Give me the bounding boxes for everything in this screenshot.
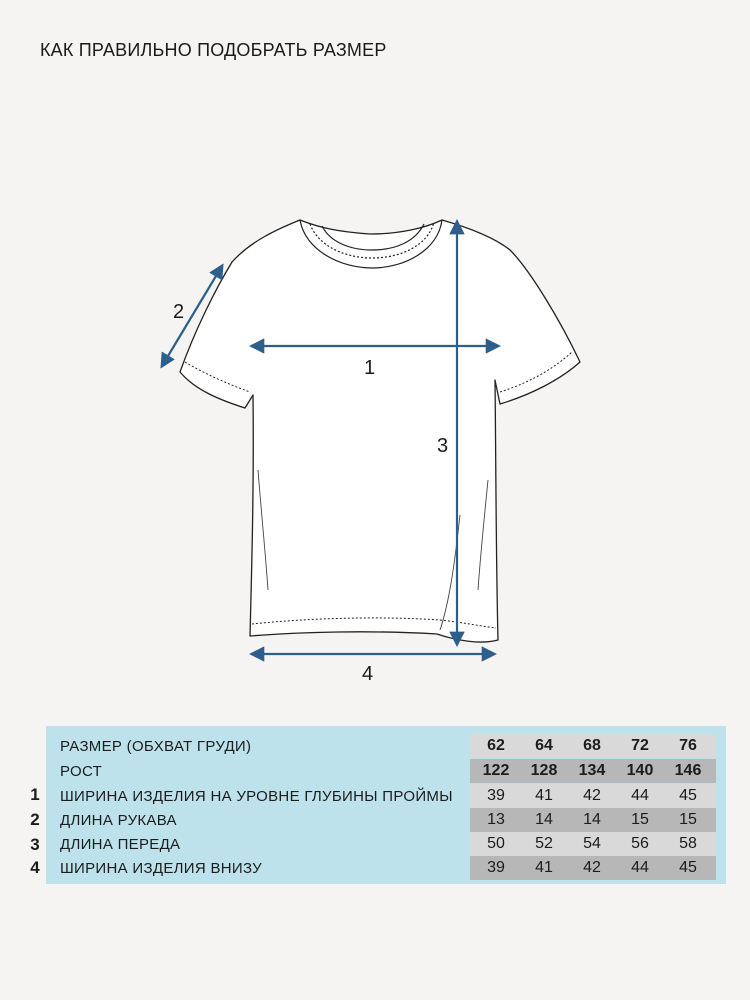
row-label: ДЛИНА ПЕРЕДА bbox=[60, 836, 181, 853]
table-row-size bbox=[46, 734, 726, 758]
table-row-sleeve-length bbox=[46, 808, 726, 832]
table-cell: 39 bbox=[487, 787, 505, 804]
size-table bbox=[46, 726, 726, 884]
table-cell: 41 bbox=[535, 859, 553, 876]
row-label: РАЗМЕР (ОБХВАТ ГРУДИ) bbox=[60, 738, 252, 755]
table-cell: 140 bbox=[626, 762, 654, 779]
table-cell: 45 bbox=[679, 787, 697, 804]
table-cell: 62 bbox=[487, 737, 505, 754]
table-row-height bbox=[46, 759, 726, 783]
table-row-chest-width bbox=[46, 784, 726, 808]
row-label: РОСТ bbox=[60, 763, 103, 780]
row-label: ШИРИНА ИЗДЕЛИЯ НА УРОВНЕ ГЛУБИНЫ ПРОЙМЫ bbox=[60, 788, 453, 805]
table-cell: 56 bbox=[631, 835, 649, 852]
label-4: 4 bbox=[362, 663, 374, 685]
table-cell: 122 bbox=[482, 762, 510, 779]
table-cell: 13 bbox=[487, 811, 505, 828]
table-cell: 50 bbox=[487, 835, 505, 852]
table-cell: 14 bbox=[583, 811, 601, 828]
row-label: ШИРИНА ИЗДЕЛИЯ ВНИЗУ bbox=[60, 860, 262, 877]
table-row-bottom-width bbox=[46, 856, 726, 880]
table-cell: 44 bbox=[631, 859, 649, 876]
table-row-front-length bbox=[46, 832, 726, 856]
table-cell: 58 bbox=[679, 835, 697, 852]
row-label: ДЛИНА РУКАВА bbox=[60, 812, 177, 829]
table-cell: 64 bbox=[535, 737, 553, 754]
table-cell: 134 bbox=[578, 762, 606, 779]
table-cell: 41 bbox=[535, 787, 553, 804]
table-cell: 146 bbox=[674, 762, 702, 779]
table-cell: 72 bbox=[631, 737, 649, 754]
table-cell: 39 bbox=[487, 859, 505, 876]
table-cell: 45 bbox=[679, 859, 697, 876]
table-cell: 44 bbox=[631, 787, 649, 804]
row-number-1: 1 bbox=[30, 785, 40, 804]
table-cell: 42 bbox=[583, 787, 601, 804]
table-cell: 15 bbox=[679, 811, 697, 828]
table-cell: 14 bbox=[535, 811, 553, 828]
label-3: 3 bbox=[437, 435, 449, 457]
table-cell: 54 bbox=[583, 835, 601, 852]
row-number-4: 4 bbox=[30, 858, 40, 877]
table-cell: 42 bbox=[583, 859, 601, 876]
table-cell: 128 bbox=[530, 762, 558, 779]
table-cell: 68 bbox=[583, 737, 601, 754]
table-cell: 76 bbox=[679, 737, 697, 754]
label-2: 2 bbox=[173, 301, 185, 323]
label-1: 1 bbox=[364, 357, 376, 379]
tshirt-outline bbox=[180, 220, 580, 642]
page-title: КАК ПРАВИЛЬНО ПОДОБРАТЬ РАЗМЕР bbox=[40, 40, 387, 60]
row-number-2: 2 bbox=[30, 810, 40, 829]
table-cell: 52 bbox=[535, 835, 553, 852]
table-cell: 15 bbox=[631, 811, 649, 828]
row-number-3: 3 bbox=[30, 835, 40, 854]
